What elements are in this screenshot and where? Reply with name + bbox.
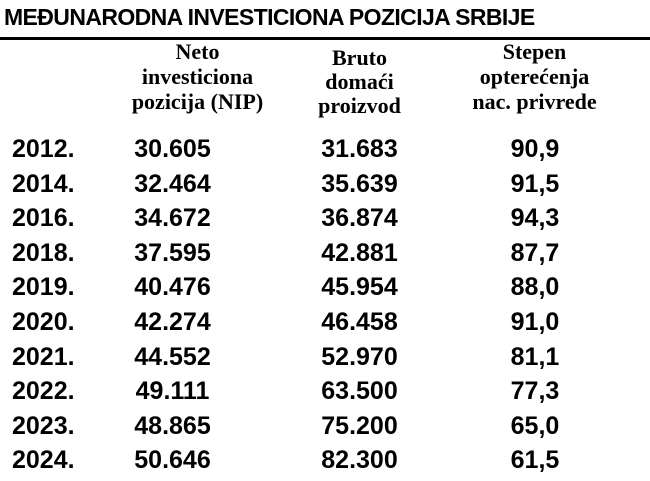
stepen-cell: 88,0	[510, 273, 560, 302]
table-row	[0, 340, 650, 375]
year-cell: 2021.	[12, 342, 75, 371]
nip-cell: 48.865	[134, 411, 211, 440]
table-title: MEĐUNARODNA INVESTICIONA POZICIJA SRBIJE	[4, 4, 535, 30]
year-cell: 2024.	[12, 446, 75, 475]
year-cell: 2019.	[12, 273, 75, 302]
bdp-cell: 63.500	[321, 377, 398, 406]
stepen-cell: 87,7	[510, 238, 560, 267]
column-header-line: nac. privrede	[472, 89, 597, 114]
nip-cell: 37.595	[134, 238, 211, 267]
year-cell: 2012.	[12, 135, 75, 163]
stepen-cell: 91,0	[510, 307, 560, 336]
column-header-line: investiciona	[141, 64, 254, 89]
year-cell: 2018.	[12, 238, 75, 267]
bdp-cell: 75.200	[321, 411, 398, 440]
bdp-cell: 36.874	[321, 204, 398, 233]
bdp-cell: 35.639	[321, 169, 398, 198]
nip-cell: 42.274	[134, 307, 211, 336]
year-cell: 2014.	[12, 169, 75, 198]
table-row	[0, 236, 650, 271]
nip-cell: 34.672	[134, 204, 211, 233]
year-cell: 2022.	[12, 377, 75, 406]
table-body	[0, 132, 650, 478]
table-row	[0, 409, 650, 444]
table-row	[0, 167, 650, 202]
bdp-cell: 45.954	[321, 273, 398, 302]
table-row	[0, 132, 650, 167]
year-cell: 2016.	[12, 204, 75, 233]
nip-cell: 49.111	[135, 377, 210, 406]
year-cell: 2020.	[12, 307, 75, 336]
nip-cell: 30.605	[134, 135, 211, 163]
stepen-cell: 81,1	[510, 342, 560, 371]
column-header-line: Bruto	[332, 45, 387, 70]
stepen-cell: 65,0	[510, 411, 560, 440]
column-header-bdp	[297, 46, 422, 118]
column-header-line: proizvod	[318, 93, 401, 118]
stepen-cell: 61,5	[510, 446, 560, 475]
table-row	[0, 374, 650, 409]
nip-cell: 50.646	[134, 446, 211, 475]
column-header-nip	[110, 39, 285, 114]
column-header-line: Stepen	[502, 39, 567, 64]
stepen-cell: 90,9	[510, 135, 560, 163]
column-header-line: Neto	[175, 39, 220, 64]
bdp-cell: 52.970	[321, 342, 398, 371]
column-header-line: domaći	[325, 69, 394, 94]
stepen-cell: 94,3	[510, 204, 560, 233]
bdp-cell: 31.683	[321, 135, 398, 163]
nip-cell: 44.552	[134, 342, 211, 371]
table-row	[0, 270, 650, 305]
table-row	[0, 443, 650, 478]
column-header-stepen	[437, 39, 632, 114]
stepen-cell: 77,3	[510, 377, 560, 406]
bdp-cell: 82.300	[321, 446, 398, 475]
table-row	[0, 305, 650, 340]
nip-cell: 40.476	[134, 273, 211, 302]
table-row	[0, 201, 650, 236]
stepen-cell: 91,5	[510, 169, 560, 198]
bdp-cell: 46.458	[321, 307, 398, 336]
year-cell: 2023.	[12, 411, 75, 440]
nip-cell: 32.464	[134, 169, 211, 198]
column-header-line: opterećenja	[479, 64, 590, 89]
bdp-cell: 42.881	[321, 238, 398, 267]
column-header-line: pozicija (NIP)	[131, 89, 264, 114]
